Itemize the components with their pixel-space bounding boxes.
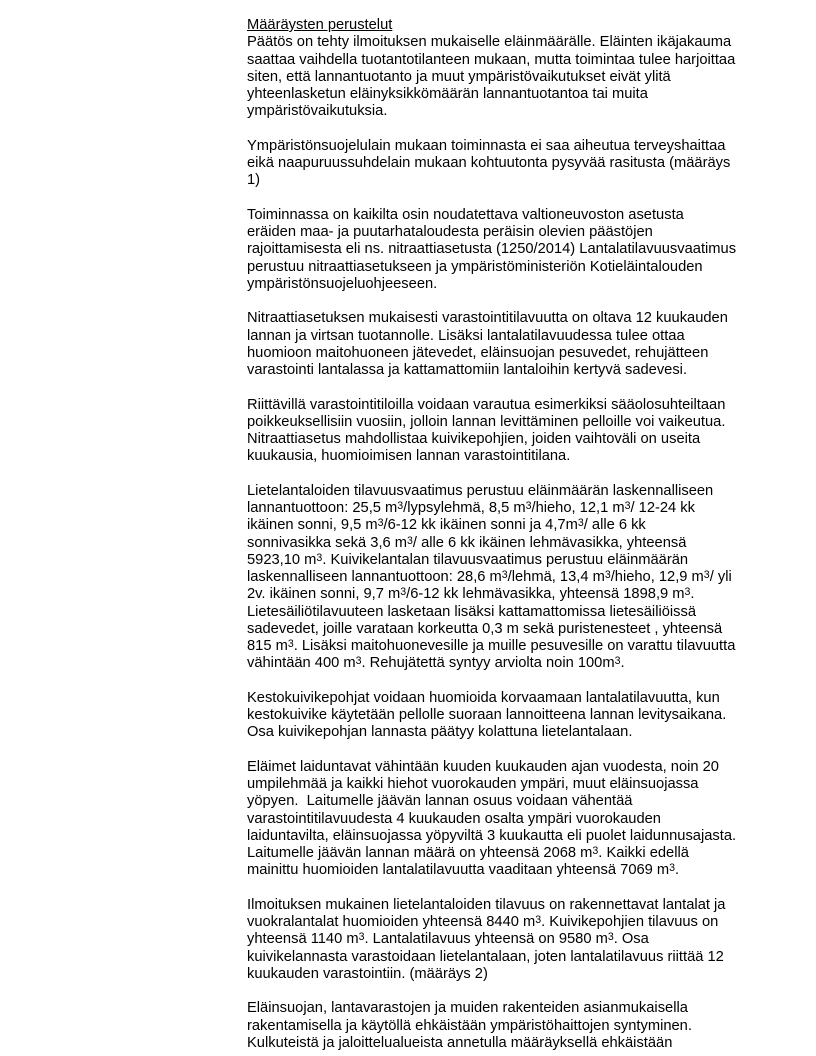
paragraph xyxy=(247,207,807,293)
text-line: Toiminnassa on kaikilta osin noudatettava valtioneuvoston asetusta xyxy=(247,206,684,223)
superscript: 3 xyxy=(355,655,362,668)
superscript: 3 xyxy=(624,499,631,512)
text-line: Kestokuivikepohjat voidaan huomioida korvaamaan lantalatilavuutta, kun xyxy=(247,689,720,706)
text-line: Ilmoituksen mukainen lietelantaloiden tilavuus on rakennettavat lantalat ja xyxy=(247,896,726,913)
text-line: lannantuottoon: 25,5 $m^3$/lypsylehmä, 8,5 $m^3$/hieho, 12,1 $m^3/$ 12-24 kk xyxy=(247,499,695,516)
paragraph xyxy=(247,483,807,673)
superscript: 3 xyxy=(535,913,542,926)
text-line: poikkeuksellisiin vuosiin, jolloin lannan levittäminen pelloille voi vaikeutua. xyxy=(247,413,726,430)
text-line: ympäristövaikutuksia. xyxy=(247,103,388,120)
text-line: 1) xyxy=(247,172,261,189)
superscript: 3 xyxy=(577,517,584,530)
text-line: siten, että lannantuotanto ja muut ympäristövaikutukset eivät ylitä xyxy=(247,68,671,85)
superscript: 3 xyxy=(525,499,532,512)
text-line: saattaa vaihdella tuotantotilanteen mukaan, mutta toimintaa tulee harjoittaa xyxy=(247,51,736,68)
superscript: 3 xyxy=(501,568,508,581)
superscript: 3 xyxy=(407,534,413,547)
superscript: 3 xyxy=(377,517,384,530)
text-line: vähintään 400 $m^3$. Rehujätettä syntyy arviolta noin $100m^3$. xyxy=(247,655,625,672)
text-line: sadevedet, joille varataan korkeutta 0,3 m sekä puristenesteet , yhteensä xyxy=(247,620,723,637)
text-line: 815 $m^3$. Lisäksi maitohuonevesille ja muille pesuvesille on varattu tilavuutta xyxy=(247,637,736,654)
text-line: Lietelantaloiden tilavuusvaatimus perustuu eläinmäärän laskennalliseen xyxy=(247,482,714,499)
text-line: 5923,10 $m^3$. Kuivikelantalan tilavuusvaatimus perustuu eläinmäärän xyxy=(247,551,689,568)
text-line: kuukausia, huomioimisen lannan varastointitilana. xyxy=(247,448,571,465)
text-line: Eläimet laiduntavat vähintään kuuden kuukauden ajan vuodesta, noin 20 xyxy=(247,758,719,775)
superscript: 3 xyxy=(400,586,407,599)
text-line: sonnivasikka sekä 3,6 $m^3/$ alle 6 kk ikäinen lehmävasikka, yhteensä xyxy=(247,534,687,551)
text-line: 2v. ikäinen sonni, 9,7 $m^3/6-12$ kk lehmävasikka, yhteensä 1898,9 $m^3$. xyxy=(247,586,695,603)
text-line: Lietesäiliötilavuuteen lasketaan lisäksi kattamattomissa lietesäiliöissä xyxy=(247,603,697,620)
document-title: Määräysten perustelut xyxy=(247,17,393,33)
paragraph xyxy=(247,759,807,880)
superscript: 3 xyxy=(316,551,323,564)
text-line: yöpyen. Laitumelle jäävän lannan osuus voidaan vähentää xyxy=(247,793,633,810)
paragraph xyxy=(247,138,807,190)
text-line: Osa kuivikepohjan lannasta päätyy kolattuna lietelantalaan. xyxy=(247,724,633,741)
paragraphs-container xyxy=(247,34,807,1052)
document-body xyxy=(247,17,807,1052)
text-line: vuokralantalat huomioiden yhteensä 8440 $m^3$. Kuivikepohjien tilavuus on xyxy=(247,913,719,930)
text-line: Eläinsuojan, lantavarastojen ja muiden rakenteiden asianmukaisella xyxy=(247,1000,688,1017)
text-line: kestokuivike käytetään pellolle suoraan lannoitteena lannan levitysaikana. xyxy=(247,707,727,723)
text-line: huomioon maitohuoneen jätevedet, eläinsuojan pesuvedet, rehujätteen xyxy=(247,344,709,361)
text-line: Nitraattiasetus mahdollistaa kuivikepohjien, joiden vaihtoväli on useita xyxy=(247,431,701,447)
text-line: mainittu huomioiden lantalatilavuutta vaaditaan yhteensä 7069 $m^3$. xyxy=(247,862,680,879)
text-line: lannan ja virtsan tuotannolle. Lisäksi lantalatilavuudessa tulee ottaa xyxy=(247,327,685,344)
superscript: 3 xyxy=(287,637,294,650)
text-line: kuivikelannasta varastoidaan lietelantalaan, joten lantalatilavuus riittää 12 xyxy=(247,948,724,965)
text-line: perustuu nitraattiasetukseen ja ympäristöministeriön Kotieläintalouden xyxy=(247,258,703,275)
paragraph xyxy=(247,897,807,983)
superscript: 3 xyxy=(397,499,404,512)
text-line: varastointi lantalassa ja kattamattomiin lantaloihin kertyvä sadevesi. xyxy=(247,362,688,378)
paragraph xyxy=(247,310,807,379)
text-line: Nitraattiasetuksen mukaisesti varastointitilavuutta on oltava 12 kuukauden xyxy=(247,310,728,327)
text-line: Laitumelle jäävän lannan määrä on yhteensä 2068 $m^3$. Kaikki edellä xyxy=(247,844,689,861)
superscript: 3 xyxy=(604,568,611,581)
text-line: ikäinen sonni, 9,5 $m^3/6-12$ kk ikäinen sonni ja $4,7m^3/$ alle 6 kk xyxy=(247,517,646,534)
superscript: 3 xyxy=(358,931,365,944)
text-line: Kulkuteistä ja jaloittelualueista annetulla määräyksellä ehkäistään xyxy=(247,1034,673,1051)
superscript: 3 xyxy=(669,862,676,875)
text-line: laiduntavilta, eläinsuojassa yöpyviltä 3 kuukautta eli puolet laidunnusajasta. xyxy=(247,827,737,844)
superscript: 3 xyxy=(614,655,621,668)
superscript: 3 xyxy=(592,844,599,857)
text-line: Ympäristönsuojelulain mukaan toiminnasta ei saa aiheutua terveyshaittaa xyxy=(247,137,726,154)
text-line: Päätös on tehty ilmoituksen mukaiselle eläinmäärälle. Eläinten ikäjakauma xyxy=(247,34,732,51)
superscript: 3 xyxy=(607,931,614,944)
text-line: varastointitilavuudesta 4 kuukauden osalta ympäri vuorokauden xyxy=(247,810,661,827)
text-line: kuukauden varastointiin. (määräys 2) xyxy=(247,965,488,982)
superscript: 3 xyxy=(684,586,691,599)
text-line: eikä naapuruussuhdelain mukaan kohtuutonta pysyvää rasitusta (määräys xyxy=(247,155,731,171)
text-line: ympäristönsuojeluohjeeseen. xyxy=(247,275,438,292)
text-line: laskennalliseen lannantuottoon: 28,6 $m^3$/lehmä, 13,4 $m^3$/hieho, 12,9 $m^3/$ yli xyxy=(247,568,732,585)
text-line: yhteenlasketun eläinyksikkömäärän lannantuotantoa tai muita xyxy=(247,86,648,102)
text-line: Riittävillä varastointitiloilla voidaan varautua esimerkiksi sääolosuhteiltaan xyxy=(247,396,726,413)
text-line: yhteensä 1140 $m^3$. Lantalatilavuus yhteensä on 9580 $m^3$. Osa xyxy=(247,931,649,948)
paragraph xyxy=(247,34,807,120)
paragraph xyxy=(247,690,807,742)
superscript: 3 xyxy=(703,568,710,581)
paragraph xyxy=(247,397,807,466)
text-line: eräiden maa- ja puutarhataloudesta peräisin olevien päästöjen xyxy=(247,224,653,240)
text-line: umpilehmää ja kaikki hiehot vuorokauden ympäri, muut eläinsuojassa xyxy=(247,776,699,792)
text-line: rakentamisella ja käytöllä ehkäistään ympäristöhaittojen syntyminen. xyxy=(247,1017,692,1034)
text-line: rajoittamisesta eli ns. nitraattiasetusta (1250/2014) Lantalatilavuusvaatimus xyxy=(247,241,737,258)
paragraph xyxy=(247,1000,807,1052)
